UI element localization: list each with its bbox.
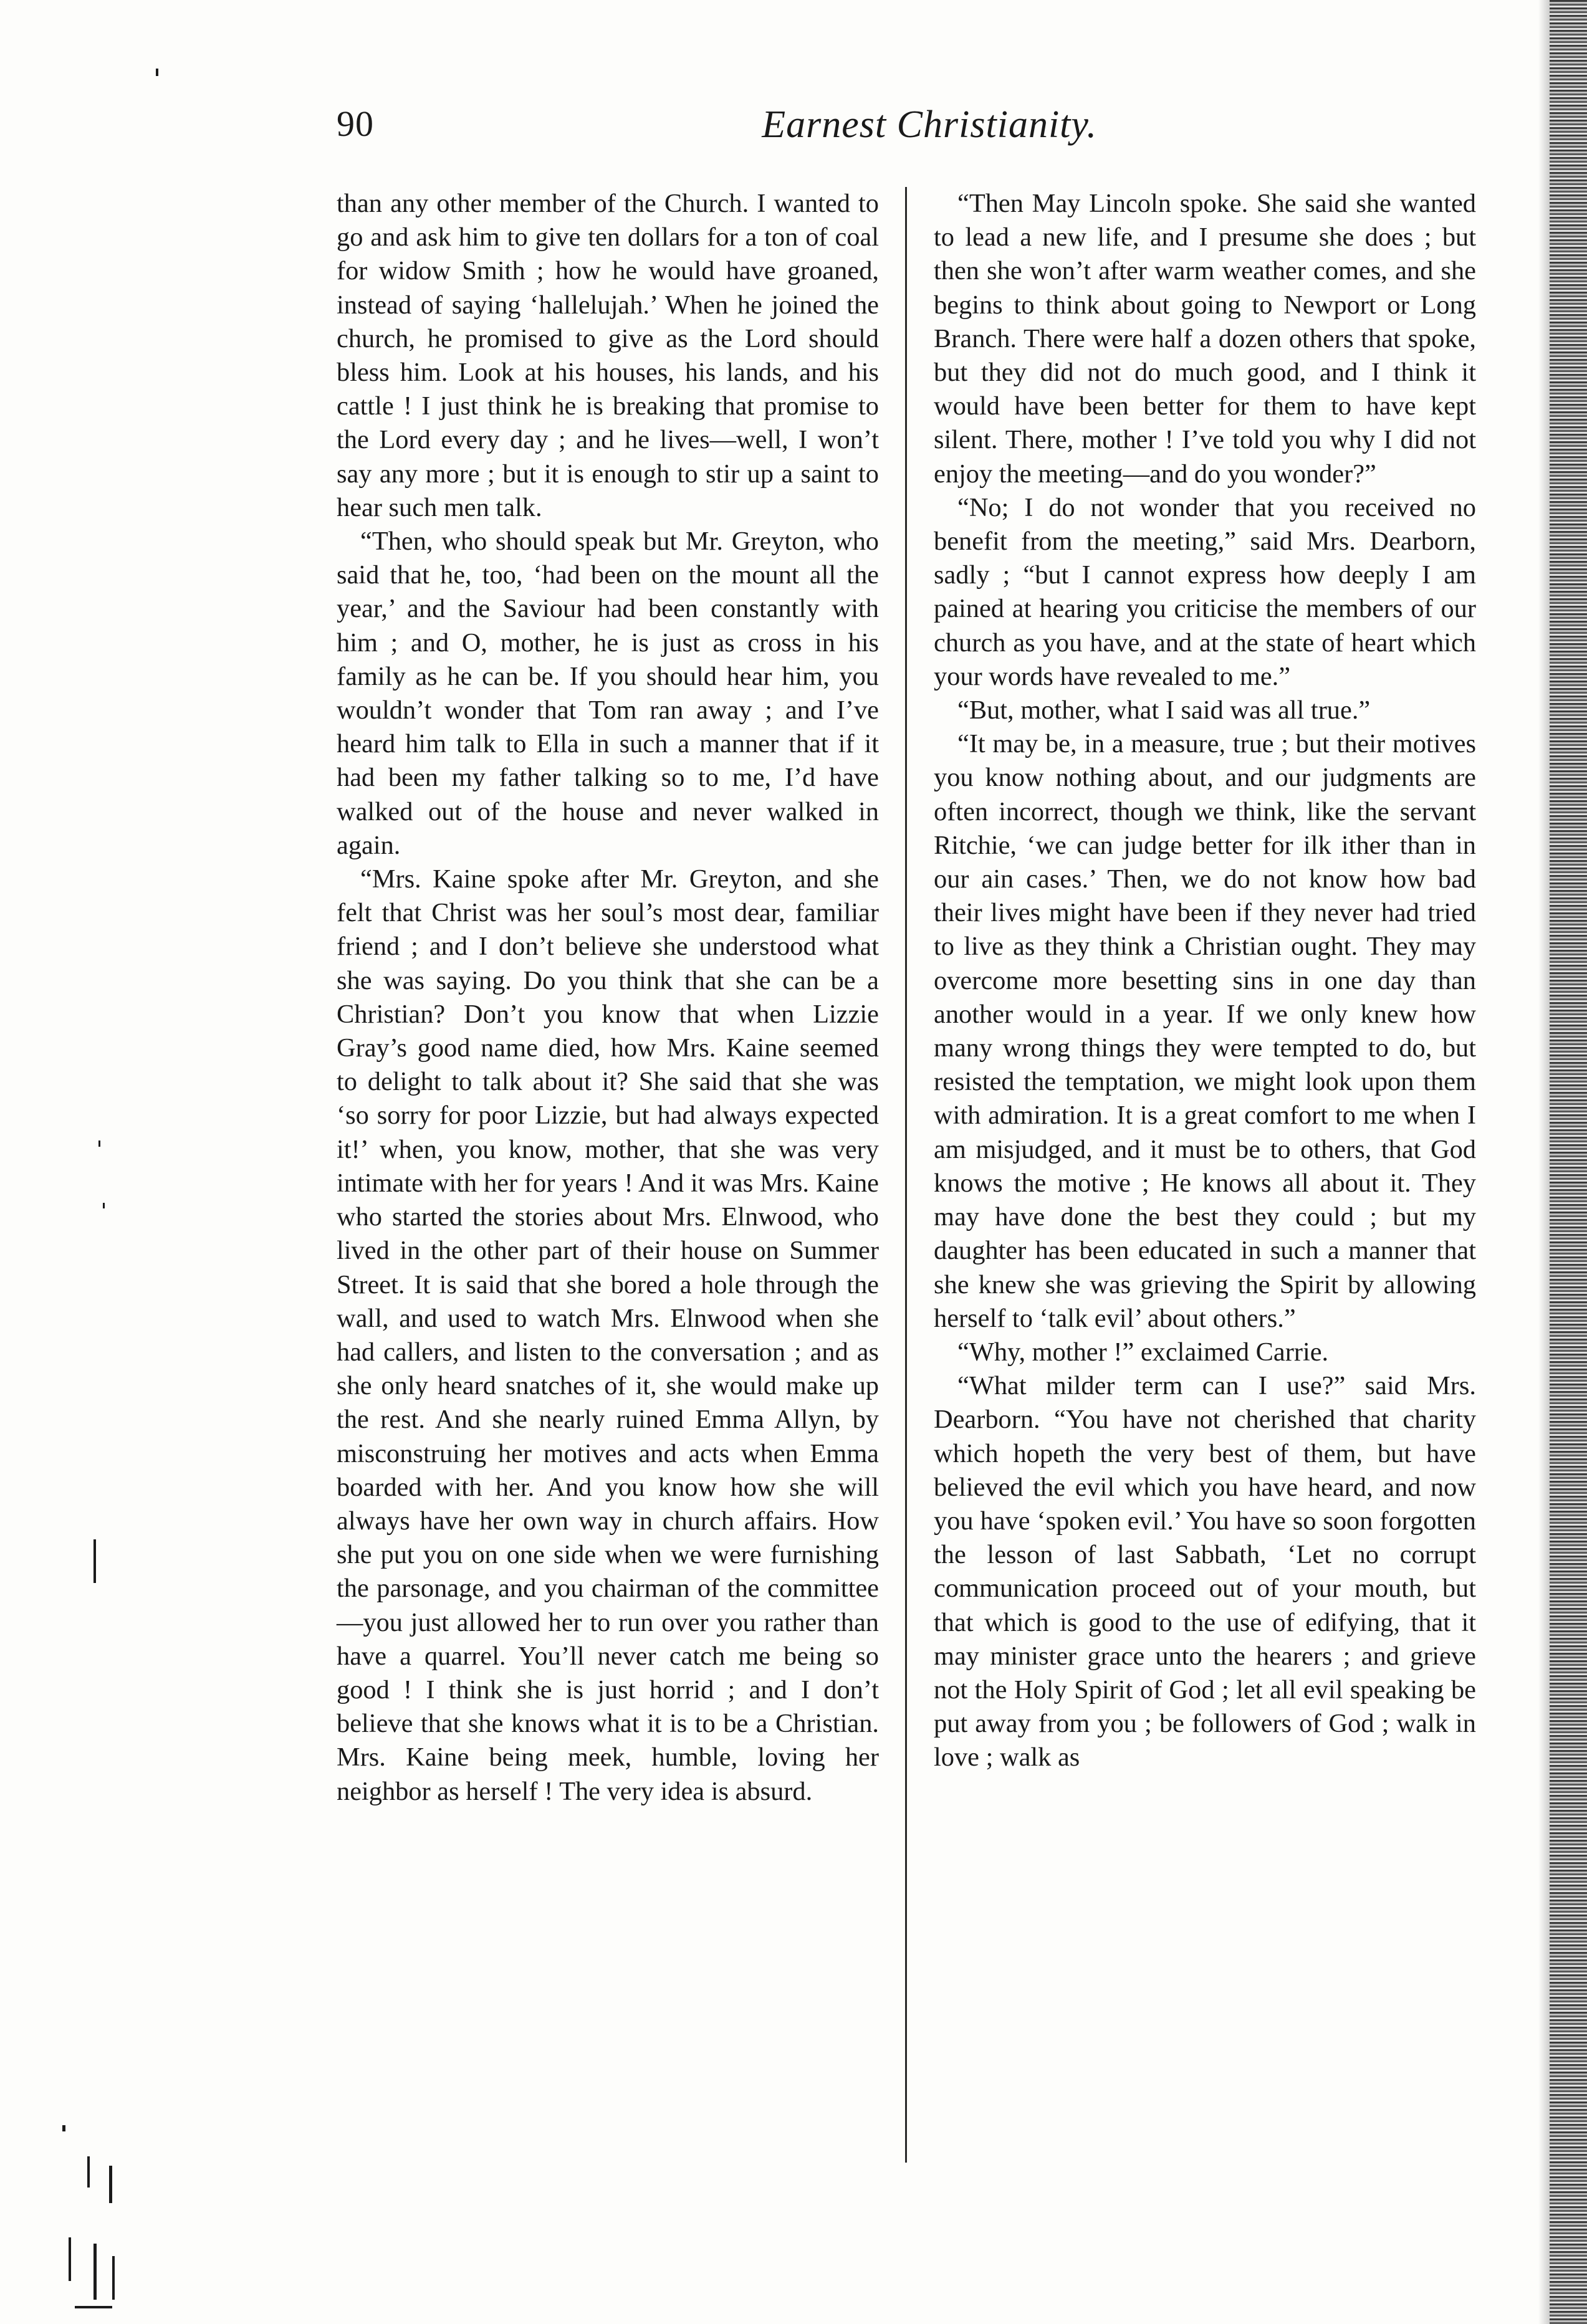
page-number: 90 — [337, 103, 374, 144]
running-title: Earnest Christianity. — [762, 103, 1097, 146]
binding-edge — [1550, 0, 1587, 2324]
column-divider — [905, 187, 907, 2163]
left-column — [337, 187, 879, 1809]
scan-speck — [93, 2244, 97, 2300]
scan-speck — [62, 2125, 65, 2131]
scan-speck — [69, 2237, 71, 2281]
paragraph: “Then May Lincoln spoke. She said she wanted to lead a new life, and I presume she does ; but then she won’t after warm weather comes, and she begins to think about going to Newport or Long Branch. There were half a dozen others that spoke, but they did not do much good, and I think it would have been better for them to have kept silent. There, mother ! I’ve told you why I did not enjoy the meeting—and do you wonder?” — [934, 189, 1476, 489]
paragraph: “But, mother, what I said was all true.” — [957, 696, 1371, 725]
paragraph: “What milder term can I use?” said Mrs. Dearborn. “You have not cherished that charity which hopeth the very best of them, but have believed the evil which you have heard, and now you have ‘spoken evil.’ You have so soon forgotten the lesson of last Sabbath, ‘Let no corrupt communication proceed out of your mouth, but that which is good to the use of edifying, that it may minister grace unto the hearers ; and grieve not the Holy Spirit of God ; let all evil speaking be put away from you ; be followers of God ; walk in love ; walk as — [934, 1371, 1476, 1772]
scan-speck — [75, 2306, 112, 2308]
scan-speck — [87, 2156, 90, 2188]
paragraph: “Then, who should speak but Mr. Greyton, who said that he, too, ‘had been on the mount all the year,’ and the Saviour had been constantly with him ; and O, mother, he is just as cross in his family as he can be. If you should hear him, you wouldn’t wonder that Tom ran away ; and I’ve heard him talk to Ella in such a manner that if it had been my father talking so to me, I’d have walked out of the house and never walked in again. — [337, 527, 879, 860]
right-column — [934, 187, 1476, 1775]
paragraph: “No; I do not wonder that you received no benefit from the meeting,” said Mrs. Dearborn, sadly ; “but I cannot express how deeply I am pained at hearing you criticise the members of our church as you have, and at the state of heart which your words have revealed to me.” — [934, 492, 1476, 691]
paragraph: than any other member of the Church. I wanted to go and ask him to give ten dollars for a ton of coal for widow Smith ; how he would have groaned, instead of saying ‘hallelujah.’ When he joined the church, he promised to give as the Lord should bless him. Look at his houses, his lands, and his cattle ! I just think he is breaking that promise to the Lord every day ; and he lives—well, I won’t say any more ; but it is enough to stir up a saint to hear such men talk. — [337, 189, 879, 522]
binding-shadow — [1538, 0, 1550, 2324]
scan-speck — [156, 69, 158, 76]
scan-speck — [98, 1140, 100, 1147]
scan-speck — [109, 2166, 112, 2203]
scan-speck — [103, 1203, 105, 1208]
scan-speck — [112, 2256, 115, 2300]
paragraph: “It may be, in a measure, true ; but their motives you know nothing about, and our judgments are often incorrect, though we think, like the servant Ritchie, ‘we can judge better for ilk ither than in our ain cases.’ Then, we do not know how bad their lives might have been if they never had tried to live as they think a Christian ought. They may overcome more besetting sins in one day than another would in a year. If we only knew how many wrong things they were tempted to do, but resisted the temptation, we might look upon them with admiration. It is a great comfort to me when I am misjudged, and it must be to others, that God knows the motive ; He knows all about it. They may have done the best they could ; but my daughter has been educated in such a manner that she knew she was grieving the Spirit by allowing herself to ‘talk evil’ about others.” — [934, 729, 1476, 1333]
running-head — [330, 103, 1097, 159]
paragraph: “Mrs. Kaine spoke after Mr. Greyton, and she felt that Christ was her soul’s most dear, familiar friend ; and I don’t believe she understood what she was saying. Do you think that she can be a Christian? Don’t you know that when Lizzie Gray’s good name died, how Mrs. Kaine seemed to delight to talk about it? She said that she was ‘so sorry for poor Lizzie, but had always expected it!’ when, you know, mother, that she was very intimate with her for years ! And it was Mrs. Kaine who started the stories about Mrs. Elnwood, who lived in the other part of their house on Summer Street. It is said that she bored a hole through the wall, and used to watch Mrs. Elnwood when she had callers, and listen to the conversation ; and as she only heard snatches of it, she would make up the rest. And she nearly ruined Emma Allyn, by misconstruing her motives and acts when Emma boarded with her. And you know how she will always have her own way in church affairs. How she put you on one side when we were furnishing the parsonage, and you chairman of the committee—you just allowed her to run over you rather than have a quarrel. You’ll never catch me being so good ! I think she is just horrid ; and I don’t believe that she knows what it is to be a Christian. Mrs. Kaine being meek, humble, loving her neighbor as herself ! The very idea is absurd. — [337, 864, 879, 1806]
paragraph: “Why, mother !” exclaimed Carrie. — [957, 1337, 1329, 1367]
scan-speck — [93, 1539, 96, 1583]
